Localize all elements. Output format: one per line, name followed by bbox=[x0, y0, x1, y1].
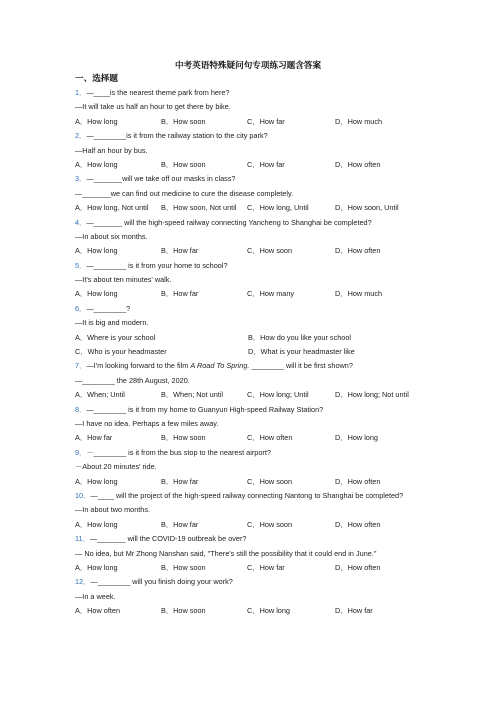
option-d[interactable]: D．How often bbox=[335, 562, 381, 572]
option-c[interactable]: C．How soon bbox=[247, 246, 293, 256]
option-c[interactable]: C．How far bbox=[247, 116, 285, 126]
question-list bbox=[75, 86, 425, 618]
document-title: 中考英语特殊疑问句专项练习题含答案 bbox=[174, 61, 322, 71]
option-a[interactable]: A．How long, Not until bbox=[75, 203, 149, 213]
question-number: 12． bbox=[75, 577, 91, 587]
question-number: 3． bbox=[75, 174, 87, 184]
option-b[interactable]: B．How soon bbox=[161, 433, 206, 443]
question-8-response: —I have no idea. Perhaps a few miles away. bbox=[75, 418, 219, 428]
question-3-stem: 3．—_______will we take off our masks in class? bbox=[75, 174, 236, 184]
question-number: 11． bbox=[75, 534, 90, 544]
option-c[interactable]: C．How many bbox=[247, 289, 295, 299]
question-number: 1． bbox=[75, 88, 87, 97]
option-a[interactable]: A．How long bbox=[75, 562, 118, 572]
option-b[interactable]: B．How far bbox=[161, 519, 199, 529]
question-3-options bbox=[75, 201, 425, 215]
question-11-response: — No idea, but Mr Zhong Nanshan said, "There's still the possibility that it could end in June." bbox=[75, 548, 377, 558]
option-b[interactable]: B．How soon bbox=[161, 606, 206, 616]
option-a[interactable]: A．How long bbox=[75, 159, 118, 169]
question-3-response: —_______we can find out medicine to cure the disease completely. bbox=[75, 188, 294, 198]
question-9-stem: 9．－________ is it from the bus stop to the nearest airport? bbox=[75, 447, 271, 457]
option-c[interactable]: C．How long bbox=[247, 606, 290, 616]
option-a[interactable]: A．How often bbox=[75, 606, 121, 616]
option-d[interactable]: D．How long; Not until bbox=[335, 390, 409, 400]
option-d[interactable]: D．How much bbox=[335, 116, 383, 126]
question-7-response: —________ the 28th August, 2020. bbox=[75, 375, 190, 385]
option-d[interactable]: D．How soon, Until bbox=[335, 203, 399, 213]
option-d[interactable]: D．What is your headmaster like bbox=[248, 347, 355, 357]
option-b[interactable]: B．How soon bbox=[161, 562, 206, 572]
option-c[interactable]: C．How far bbox=[247, 159, 285, 169]
option-b[interactable]: B．How soon, Not until bbox=[161, 203, 237, 213]
question-5-stem: 5．—________ is it from your home to school? bbox=[75, 260, 228, 270]
question-number: 6． bbox=[75, 303, 87, 313]
option-a[interactable]: A．How long bbox=[75, 476, 118, 486]
question-9-response: －About 20 minutes' ride. bbox=[75, 462, 157, 472]
question-8-options bbox=[75, 431, 425, 445]
option-d[interactable]: D．How often bbox=[335, 159, 381, 169]
question-number: 2． bbox=[75, 131, 87, 141]
question-2-options bbox=[75, 158, 425, 172]
option-c[interactable]: C．How long; Until bbox=[247, 390, 309, 400]
film-title: A Road To Spring. bbox=[190, 361, 250, 371]
option-d[interactable]: D．How long bbox=[335, 433, 378, 443]
question-number: 7． bbox=[75, 361, 87, 371]
option-a[interactable]: A．How long bbox=[75, 246, 118, 256]
question-number: 4． bbox=[75, 217, 87, 227]
section-heading: 一、选择题 bbox=[75, 74, 118, 84]
question-11-stem: 11．—_______ will the COVID-19 outbreak be over? bbox=[75, 534, 247, 544]
question-12-options bbox=[75, 604, 425, 618]
question-11-options bbox=[75, 561, 425, 575]
question-1-stem: 1．—____is the nearest theme park from here? bbox=[75, 88, 230, 97]
option-d[interactable]: D．How far bbox=[335, 606, 373, 616]
question-6-stem: 6．—________? bbox=[75, 303, 131, 313]
question-12-stem: 12．—________ will you finish doing your work? bbox=[75, 577, 233, 587]
question-4-stem: 4．—_______ will the high-speed railway connecting Yancheng to Shanghai be completed? bbox=[75, 217, 372, 227]
option-b[interactable]: B．How do you like your school bbox=[248, 332, 352, 342]
question-1-response: —It will take us half an hour to get there by bike. bbox=[75, 102, 231, 112]
question-7-options bbox=[75, 388, 425, 402]
question-1-options bbox=[75, 115, 425, 129]
option-b[interactable]: B．When; Not until bbox=[161, 390, 224, 400]
question-10-options bbox=[75, 518, 425, 532]
question-5-options bbox=[75, 287, 425, 301]
option-c[interactable]: C．How long, Until bbox=[247, 203, 309, 213]
option-a[interactable]: A．How long bbox=[75, 116, 118, 126]
question-9-options bbox=[75, 475, 425, 489]
question-4-options bbox=[75, 244, 425, 258]
option-b[interactable]: B．How far bbox=[161, 476, 199, 486]
option-a[interactable]: A．Where is your school bbox=[75, 332, 156, 342]
option-a[interactable]: A．How long bbox=[75, 519, 118, 529]
question-number: 5． bbox=[75, 260, 87, 270]
question-8-stem: 8．—________ is it from my home to Guanyun High-speed Railway Station? bbox=[75, 404, 324, 414]
option-b[interactable]: B．How soon bbox=[161, 116, 206, 126]
question-12-response: —In a week. bbox=[75, 591, 116, 601]
question-6-options-row-2 bbox=[75, 345, 425, 359]
option-a[interactable]: A．How far bbox=[75, 433, 113, 443]
option-c[interactable]: C．Who is your headmaster bbox=[75, 347, 167, 357]
question-5-response: —It's about ten minutes' walk. bbox=[75, 275, 172, 285]
option-d[interactable]: D．How often bbox=[335, 519, 381, 529]
question-2-stem: 2．—________is it from the railway station to the city park? bbox=[75, 131, 268, 141]
question-number: 10． bbox=[75, 490, 91, 500]
option-b[interactable]: B．How soon bbox=[161, 159, 206, 169]
option-c[interactable]: C．How often bbox=[247, 433, 293, 443]
question-number: 9． bbox=[75, 447, 87, 457]
option-c[interactable]: C．How soon bbox=[247, 519, 293, 529]
question-10-stem: 10．—____ will the project of the high-speed railway connecting Nantong to Shanghai be completed? bbox=[75, 490, 404, 500]
option-b[interactable]: B．How far bbox=[161, 289, 199, 299]
question-6-options-row-1 bbox=[75, 331, 425, 345]
question-7-stem: 7．—I'm looking forward to the film A Road To Spring. ________ will it be first shown? bbox=[75, 361, 353, 371]
option-c[interactable]: C．How far bbox=[247, 562, 285, 572]
option-d[interactable]: D．How often bbox=[335, 476, 381, 486]
question-2-response: —Half an hour by bus. bbox=[75, 145, 148, 155]
question-6-response: —It is big and modern. bbox=[75, 318, 149, 328]
option-d[interactable]: D．How often bbox=[335, 246, 381, 256]
option-a[interactable]: A．How long bbox=[75, 289, 118, 299]
option-d[interactable]: D．How much bbox=[335, 289, 383, 299]
option-a[interactable]: A．When; Until bbox=[75, 390, 125, 400]
question-10-response: —In about two months. bbox=[75, 505, 151, 515]
question-4-response: —In about six months. bbox=[75, 231, 148, 241]
option-c[interactable]: C．How soon bbox=[247, 476, 293, 486]
question-number: 8． bbox=[75, 404, 87, 414]
option-b[interactable]: B．How far bbox=[161, 246, 199, 256]
